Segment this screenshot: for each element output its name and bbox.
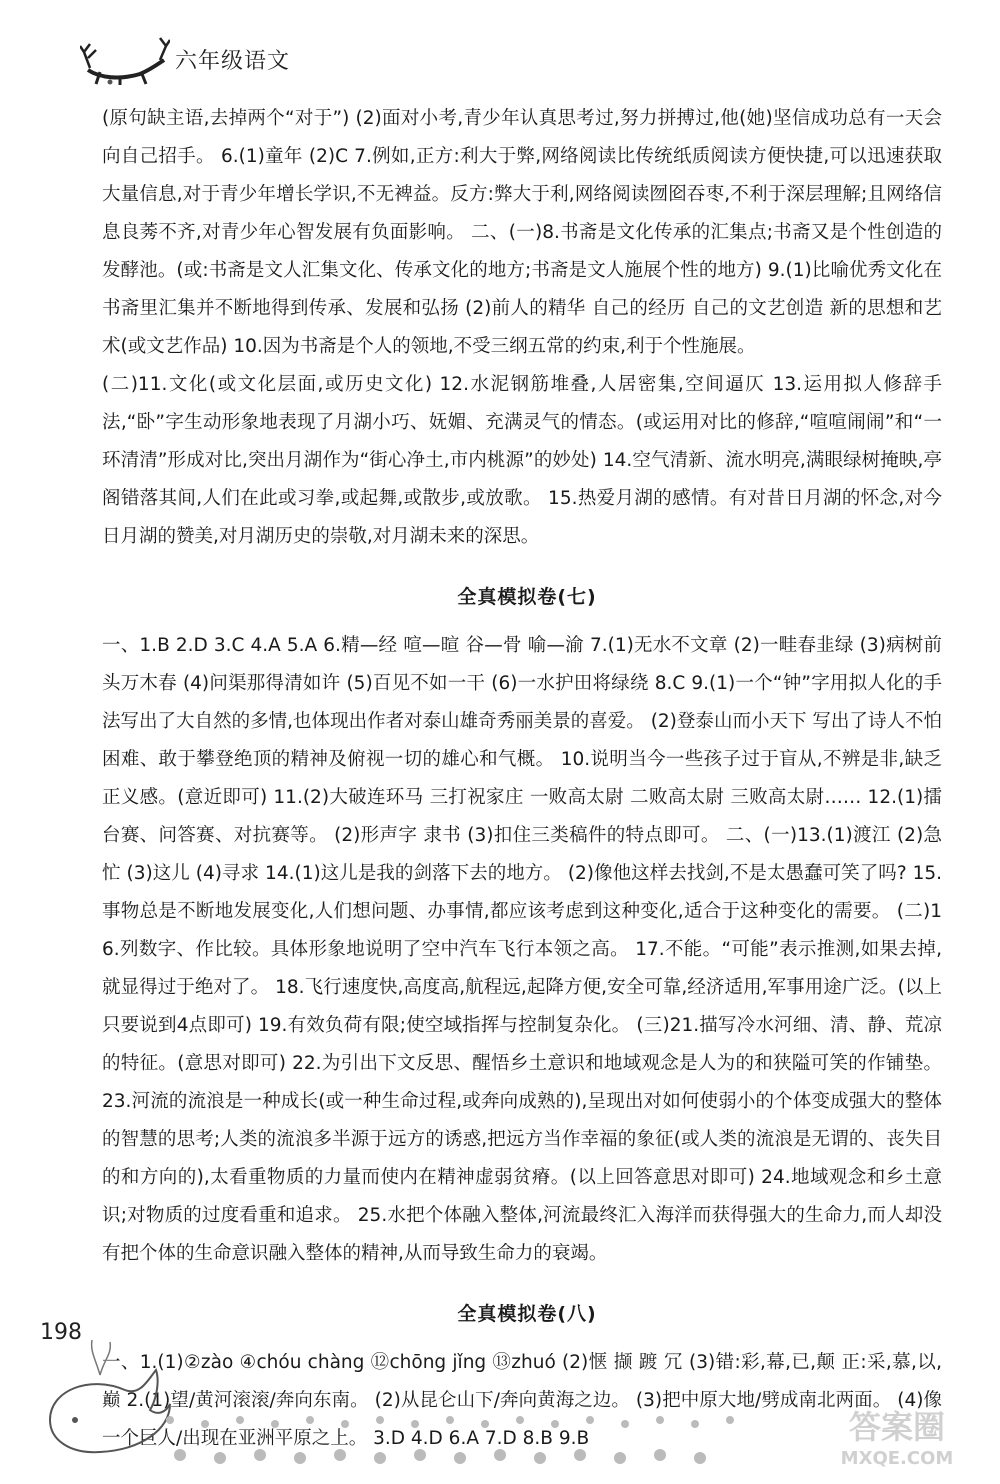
svg-text:MXQE.COM: MXQE.COM: [840, 1448, 954, 1469]
page-number: 198: [40, 1320, 82, 1345]
section-title: 全真模拟卷(七): [457, 586, 597, 608]
decorative-dots: [160, 1400, 920, 1470]
deer-icon: [80, 30, 170, 85]
section-text: 一、1.B 2.D 3.C 4.A 5.A 6.精—经 喧—暄 谷—骨 喻—渝 7.(1)无水不文章 (2)一畦春韭绿 (3)病树前头万木春 (4)问渠那得清如许 (5)百见不如一干 (6)一水护田将绿绕 8.C 9.(1)一个“钟”字用拟人化的手法写出了大自然的多情,也体现出作者对泰山雄奇秀丽美景的喜爱。 (2)登泰山而小天下 写出了诗人不怕困难、敢于攀登绝顶的精神及俯视一切的雄心和气概。 10.说明当今一些孩子过于盲从,不辨是非,缺乏正义感。(意近即可) 11.(2)大破连环马 三打祝家庄 一败高太尉 二败高太尉 三败高太尉…… 12.(1)擂台赛、问答赛、对抗赛等。 (2)形声字 隶书 (3)扣住三类稿件的特点即可。 二、(一)13.(1)渡江 (2)急忙 (3)这儿 (4)寻求 14.(1)这儿是我的剑落下去的地方。 (2)像他这样去找剑,不是太愚蠢可笑了吗? 15.事物总是不断地发展变化,人们想问题、办事情,都应该考虑到这种变化,适合于这种变化的需要。 (二)16.列数字、作比较。具体形象地说明了空中汽车飞行本领之高。 17.不能。“可能”表示推测,如果去掉,就显得过于绝对了。 18.飞行速度快,高度高,航程远,起降方便,安全可靠,经济适用,军事用途广泛。(以上只要说到4点即可) 19.有效负荷有限;使空域指挥与控制复杂化。 (三)21.描写冷水河细、清、静、荒凉的特征。(意思对即可) 22.为引出下文反思、醒悟乡土意识和地域观念是人为的和狭隘可笑的作铺垫。 23.河流的流浪是一种成长(或一种生命过程,或奔向成熟的),呈现出对如何使弱小的个体变成强大的整体的智慧的思考;人类的流浪多半源于远方的诱惑,把远方当作幸福的象征(或人类的流浪是无谓的、丧失目的和方向的),太看重物质的力量而使内在精神虚弱贫瘠。(以上回答意思对即可) 24.地域观念和乡土意识;对物质的过度看重和追求。 25.水把个体融入整体,河流最终汇入海洋而获得强大的生命力,而人却没有把个体的生命意识融入整体的精神,从而导致生命力的衰竭。: [102, 635, 942, 1264]
header-title: 六年级语文: [175, 49, 291, 74]
svg-text:答案圈: 答案圈: [848, 1408, 946, 1446]
section-text: 一、1.(1)②zào ④chóu chàng ⑫chōng jǐng ⑬zhuó (2)惬 撷 踱 冗 (3)错:彩,幕,已,颠 正:采,慕,以,巅 2.(1)望/黄河滚滚/奔向东南。 (2)从昆仑山下/奔向黄海之边。 (3)把中原大地/劈成南北两面。 (4)像一个巨人/出现在亚洲平原之上。 3.D 4.D 6.A 7.D 8.B 9.B: [102, 1352, 942, 1449]
answer-block: (原句缺主语,去掉两个“对于”) (2)面对小考,青少年认真思考过,努力拼搏过,他(她)坚信成功总有一天会向自己招手。 6.(1)童年 (2)C 7.例如,正方:利大于弊,网络阅读比传统纸质阅读方便快捷,可以迅速获取大量信息,对于青少年增长学识,不无裨益。反方:弊大于利,网络阅读囫囵吞枣,不利于深层理解;且网络信息良莠不齐,对青少年心智发展有负面影响。 二、(一)8.书斋是文化传承的汇集点;书斋又是个性创造的发酵池。(或:书斋是文人汇集文化、传承文化的地方;书斋是文人施展个性的地方) 9.(1)比喻优秀文化在书斋里汇集并不断地得到传承、发展和弘扬 (2)前人的精华 自己的经历 自己的文艺创造 新的思想和艺术(或文艺作品) 10.因为书斋是个人的领地,不受三纲五常的约束,利于个性施展。: [102, 108, 942, 357]
answer-block: (二)11.文化(或文化层面,或历史文化) 12.水泥钢筋堆叠,人居密集,空间逼仄 13.运用拟人修辞手法,“卧”字生动形象地表现了月湖小巧、妩媚、充满灵气的情态。(或运用对比的修辞,“喧喧闹闹”和“一环清清”形成对比,突出月湖作为“街心净土,市内桃源”的妙处) 14.空气清新、流水明亮,满眼绿树掩映,亭阁错落其间,人们在此或习拳,或起舞,或散步,或放歌。 15.热爱月湖的感情。有对昔日月湖的怀念,对今日月湖的赞美,对月湖历史的崇敬,对月湖未来的深思。: [102, 374, 942, 547]
answer-content: [102, 100, 942, 1458]
section-title: 全真模拟卷(八): [457, 1303, 597, 1325]
watermark-logo: [812, 1400, 982, 1470]
page-header: [80, 30, 380, 90]
